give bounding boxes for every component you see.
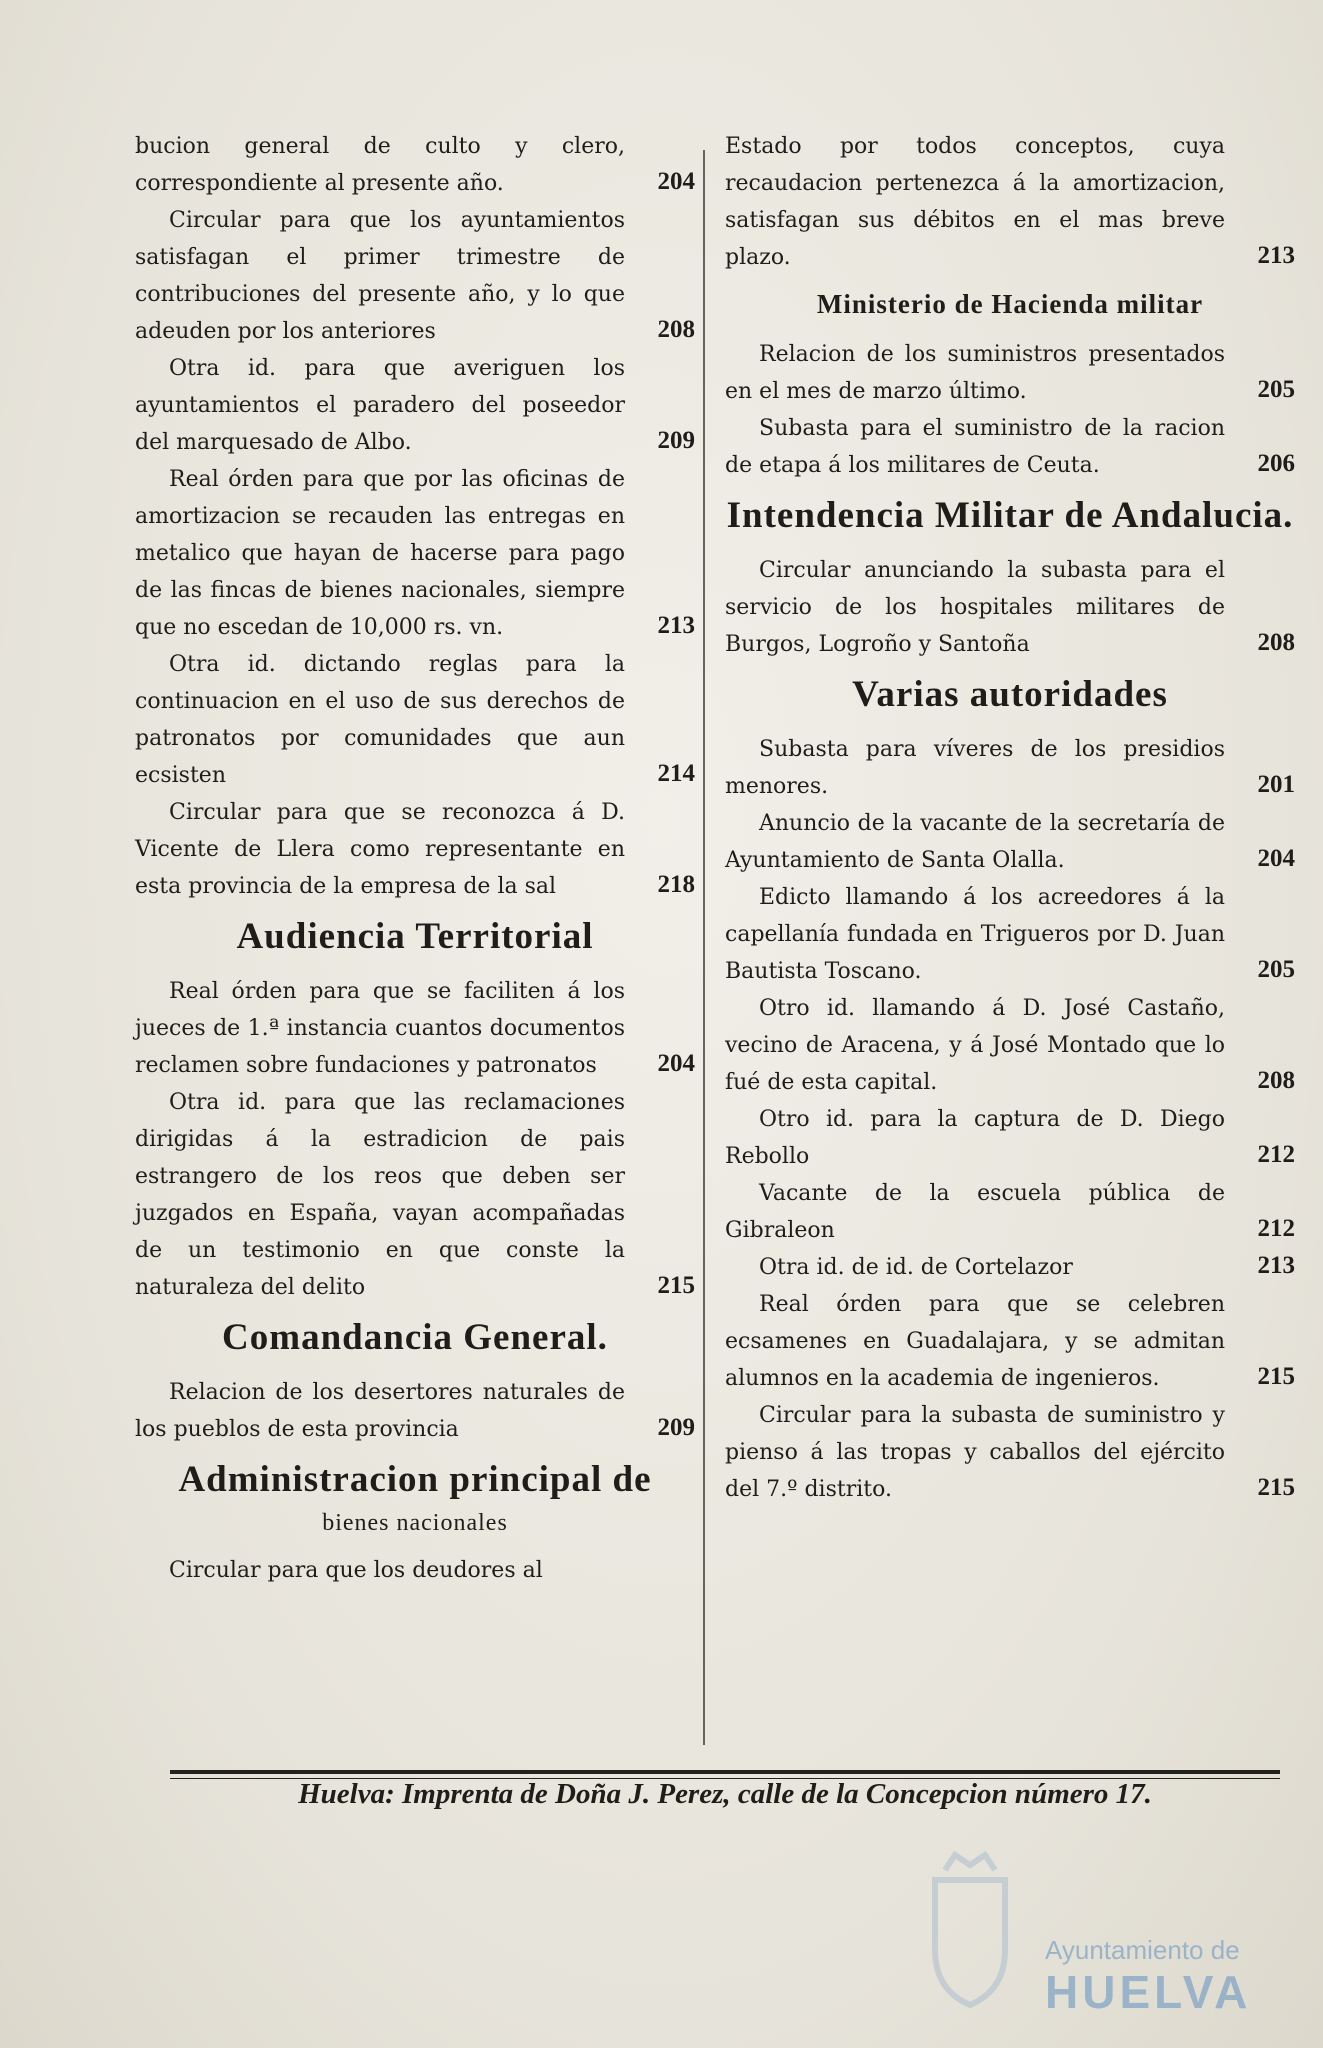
section-heading-intendencia: Intendencia Militar de Andalucia. [726,495,1294,536]
page-number: 206 [1257,450,1295,477]
section-subheading: bienes nacionales [322,1510,508,1536]
section-heading-hacienda: Ministerio de Hacienda militar [816,289,1204,319]
index-entry: Circular para la subasta de suministro y pienso á las tropas y caballos del ejército del 7.º distrito. 215 [725,1397,1295,1508]
index-entry: Circular anunciando la subasta para el servicio de los hospitales militares de Burgos, Logroño y Santoña 208 [725,552,1295,663]
page-number: 209 [657,1414,695,1441]
watermark-line2: HUELVA [1045,1966,1252,2018]
index-entry: Circular para que se reconozca á D. Vicente de Llera como representante en esta provincia de la empresa de la sal 218 [135,794,695,905]
index-entry: Subasta para víveres de los presidios menores. 201 [725,731,1295,805]
index-entry: Otro id. para la captura de D. Diego Rebollo 212 [725,1101,1295,1175]
index-entry: Subasta para el suministro de la racion de etapa á los militares de Ceuta. 206 [725,410,1295,484]
page-number: 214 [657,760,695,787]
index-entry: Anuncio de la vacante de la secretaría de Ayuntamiento de Santa Olalla. 204 [725,805,1295,879]
page-number: 204 [657,168,695,195]
right-column [725,128,1295,1508]
index-entry: Relacion de los suministros presentados en el mes de marzo último. 205 [725,336,1295,410]
left-column [135,128,695,1589]
imprint-footer: Huelva: Imprenta de Doña J. Perez, calle de la Concepcion número 17. [170,1770,1280,1811]
index-entry: Otra id. dictando reglas para la continuacion en el uso de sus derechos de patronatos por comunidades que aun ecsisten 214 [135,646,695,794]
page-number: 208 [657,316,695,343]
index-entry: Real órden para que se faciliten á los jueces de 1.ª instancia cuantos documentos reclamen sobre fundaciones y patronatos 204 [135,973,695,1084]
index-entry: Edicto llamando á los acreedores á la capellanía fundada en Trigueros por D. Juan Bautista Toscano. 205 [725,879,1295,990]
page-number: 212 [1257,1141,1295,1168]
page-number: 209 [657,427,695,454]
page-number: 208 [1257,629,1295,656]
column-divider [703,150,705,1745]
page-number: 212 [1257,1215,1295,1242]
index-entry: Relacion de los desertores naturales de los pueblos de esta provincia 209 [135,1374,695,1448]
page-number: 205 [1257,376,1295,403]
page-number: 205 [1257,956,1295,983]
page-number: 213 [1257,242,1295,269]
index-entry: Circular para que los deudores al [169,1558,543,1583]
index-entry: Real órden para que se celebren ecsamenes en Guadalajara, y se admitan alumnos en la academia de ingenieros. 215 [725,1286,1295,1397]
index-entry: bucion general de culto y clero, correspondiente al presente año. 204 [135,128,695,202]
index-entry: Otro id. llamando á D. José Castaño, vecino de Aracena, y á José Montado que lo fué de esta capital. 208 [725,990,1295,1101]
index-entry: Otra id. de id. de Cortelazor 213 [725,1249,1295,1286]
page-number: 215 [657,1272,695,1299]
index-entry: Vacante de la escuela pública de Gibraleon 212 [725,1175,1295,1249]
index-entry: Estado por todos conceptos, cuya recaudacion pertenezca á la amortizacion, satisfagan sus débitos en el mas breve plazo. 213 [725,128,1295,276]
page-number: 218 [657,871,695,898]
section-heading-audiencia: Audiencia Territorial [236,916,594,957]
section-heading-administracion: Administracion principal de [178,1459,652,1500]
page-number: 208 [1257,1067,1295,1094]
page-number: 215 [1257,1363,1295,1390]
index-entry: Otra id. para que las reclamaciones dirigidas á la estradicion de pais estrangero de los reos que deben ser juzgados en España, vayan acompañadas de un testimonio en que conste la naturaleza del delito 215 [135,1084,695,1306]
index-entry: Circular para que los ayuntamientos satisfagan el primer trimestre de contribuciones del presente año, y lo que adeuden por los anteriores 208 [135,202,695,350]
page-number: 204 [657,1050,695,1077]
index-entry: Real órden para que por las oficinas de amortizacion se recauden las entregas en metalico que hayan de hacerse para pago de las fincas de bienes nacionales, siempre que no escedan de 10,000 rs. vn. 213 [135,461,695,646]
section-heading-comandancia: Comandancia General. [222,1317,608,1358]
page-number: 215 [1257,1474,1295,1501]
watermark-line1: Ayuntamiento de [1045,1935,1240,1965]
page-number: 213 [657,612,695,639]
section-heading-varias: Varias autoridades [852,674,1168,715]
page-number: 201 [1257,771,1295,798]
page-number: 213 [1257,1252,1295,1279]
index-entry: Otra id. para que averiguen los ayuntamientos el paradero del poseedor del marquesado de Albo. 209 [135,350,695,461]
page-number: 204 [1257,845,1295,872]
